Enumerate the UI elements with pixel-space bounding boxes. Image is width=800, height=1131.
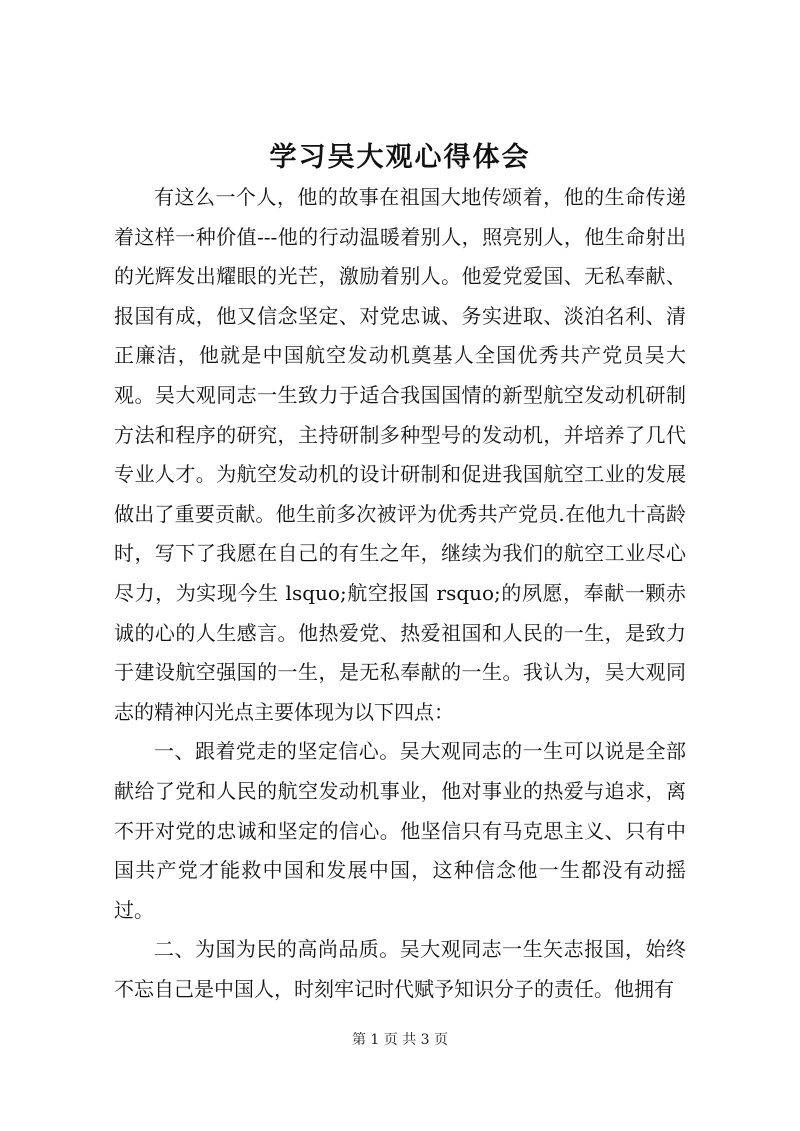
paragraph-intro: 有这么一个人，他的故事在祖国大地传颂着，他的生命传递着这样一种价值---他的行动温暖着别人，照亮别人，他生命射出的光辉发出耀眼的光芒，激励着别人。他爱党爱国、无私奉献、报国有成，他又信念坚定、对党忠诚、务实进取、淡泊名利、清正廉洁，他就是中国航空发动机奠基人全国优秀共产党员吴大观。吴大观同志一生致力于适合我国国情的新型航空发动机研制方法和程序的研究，主持研制多种型号的发动机，并培养了几代专业人才。为航空发动机的设计研制和促进我国航空工业的发展做出了重要贡献。他生前多次被评为优秀共产党员.在他九十高龄时，写下了我愿在自己的有生之年，继续为我们的航空工业尽心尽力，为实现今生 lsquo;航空报国 rsquo;的夙愿，奉献一颗赤诚的心的人生感言。他热爱党、热爱祖国和人民的一生，是致力于建设航空强国的一生，是无私奉献的一生。我认为，吴大观同志的精神闪光点主要体现为以下四点：: [114, 185, 686, 724]
paragraph-point-two: 二、为国为民的高尚品质。吴大观同志一生矢志报国，始终不忘自己是中国人，时刻牢记时代赋予知识分子的责任。他拥有: [114, 937, 686, 1001]
paragraph-point-one: 一、跟着党走的坚定信心。吴大观同志的一生可以说是全部献给了党和人民的航空发动机事业，他对事业的热爱与追求，离不开对党的忠诚和坚定的信心。他坚信只有马克思主义、只有中国共产党才能救中国和发展中国，这种信念他一生都没有动摇过。: [114, 739, 686, 922]
document-title: 学习吴大观心得体会: [269, 142, 531, 173]
document-body: [114, 178, 686, 1009]
page-footer: 第 1 页 共 3 页: [351, 1032, 449, 1048]
